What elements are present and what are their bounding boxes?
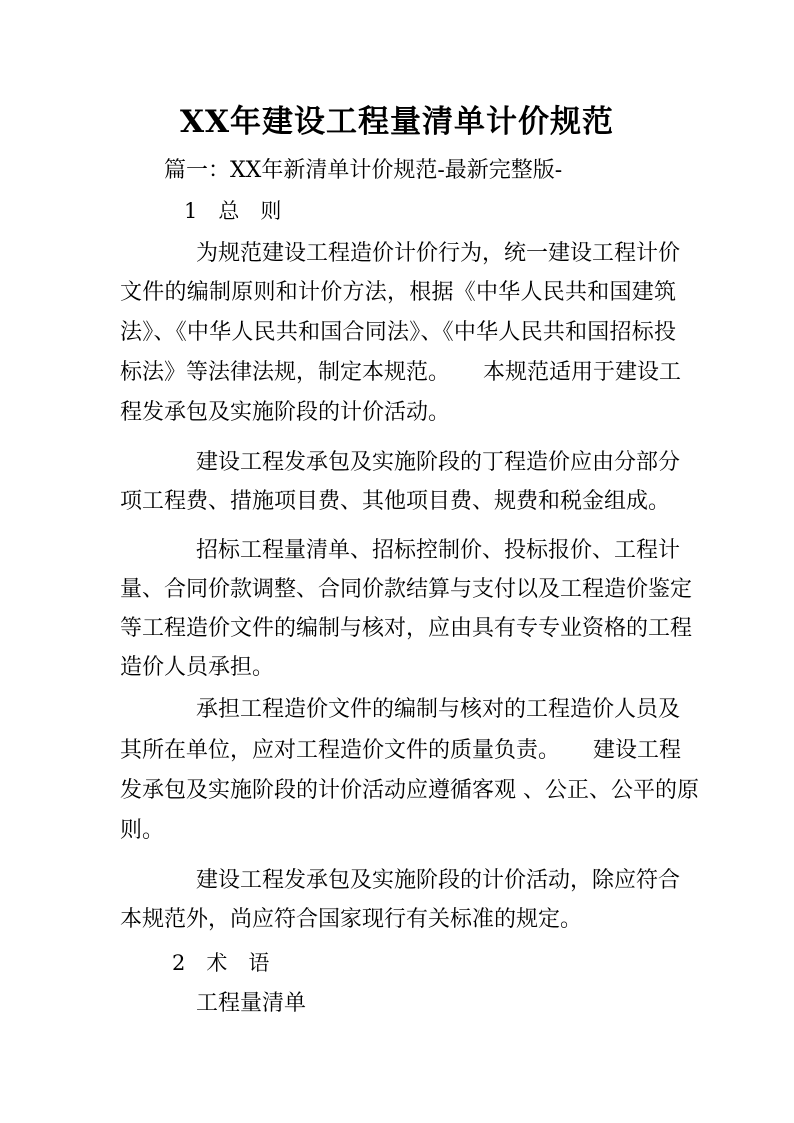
document-title: XX年建设工程量清单计价规范 bbox=[179, 104, 615, 140]
paragraph-1-line: 法》、《中华人民共和国合同法》、《中华人民共和国招标投 bbox=[120, 320, 676, 345]
paragraph-4-line: 承担工程造价文件的编制与核对的工程造价人员及 bbox=[196, 697, 681, 722]
paragraph-5-line: 本规范外，尚应符合国家现行有关标准的规定。 bbox=[120, 907, 583, 932]
paragraph-3-line: 招标工程量清单、招标控制价、投标报价、工程计 bbox=[196, 538, 681, 563]
paragraph-1-line: 文件的编制原则和计价方法，根据《中华人民共和国建筑 bbox=[120, 280, 676, 305]
section-heading-general: 1 总 则 bbox=[184, 199, 282, 223]
paragraph-4-line: 发承包及实施阶段的计价活动应遵循客观 、公正、公平的原 bbox=[120, 778, 699, 803]
paragraph-1-line: 为规范建设工程造价计价行为，统一建设工程计价 bbox=[196, 241, 681, 266]
paragraph-2-line: 项工程费、措施项目费、其他项目费、规费和税金组成。 bbox=[120, 489, 671, 514]
paragraph-1-line: 标法》等法律法规，制定本规范。 本规范适用于建设工 bbox=[120, 360, 682, 385]
term-heading: 工程量清单 bbox=[196, 991, 307, 1016]
paragraph-2-line: 建设工程发承包及实施阶段的丁程造价应由分部分 bbox=[196, 450, 681, 475]
paragraph-3-line: 等工程造价文件的编制与核对，应由具有专专业资格的工程 bbox=[120, 616, 693, 641]
paragraph-1-line: 程发承包及实施阶段的计价活动。 bbox=[120, 400, 451, 425]
paragraph-4-line: 其所在单位，应对工程造价文件的质量负责。 建设工程 bbox=[120, 738, 682, 763]
subtitle: 篇一：XX年新清单计价规范-最新完整版- bbox=[164, 158, 563, 183]
paragraph-3-line: 造价人员承担。 bbox=[120, 655, 275, 680]
paragraph-4-line: 则。 bbox=[120, 818, 165, 843]
paragraph-5-line: 建设工程发承包及实施阶段的计价活动，除应符合 bbox=[196, 868, 681, 893]
paragraph-3-line: 量、合同价款调整、合同价款结算与支付以及工程造价鉴定 bbox=[120, 577, 693, 602]
section-heading-terms: 2 术 语 bbox=[172, 951, 270, 975]
